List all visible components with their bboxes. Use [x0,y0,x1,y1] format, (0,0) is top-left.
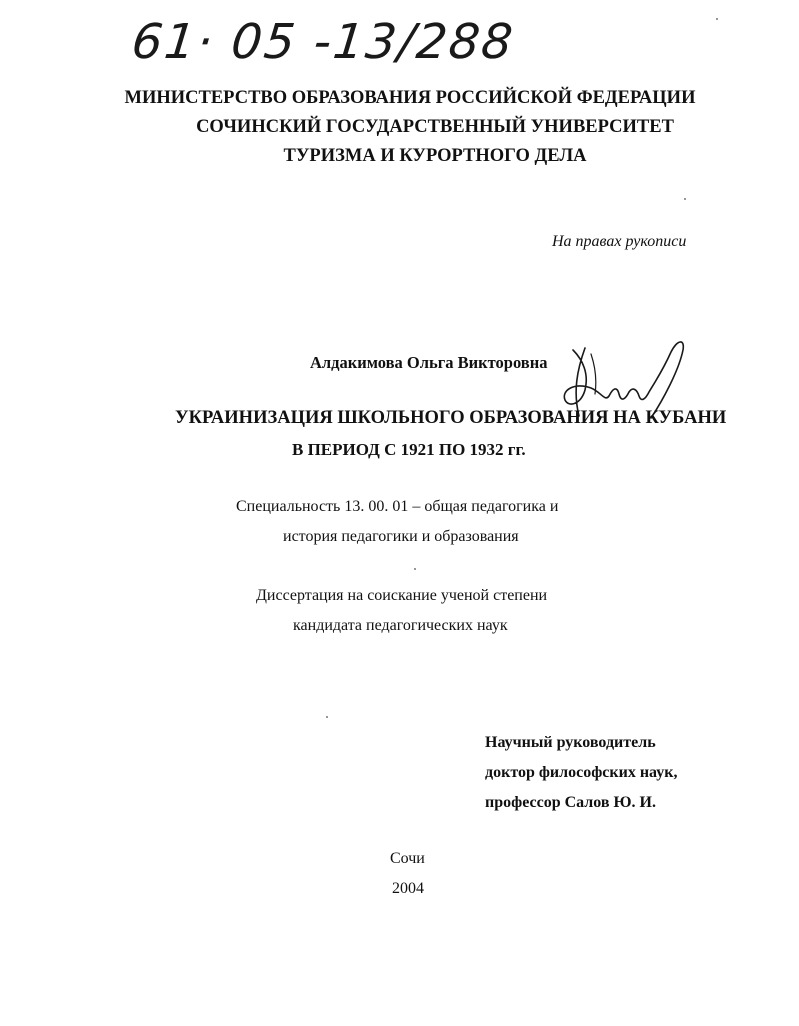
university-heading: СОЧИНСКИЙ ГОСУДАРСТВЕННЫЙ УНИВЕРСИТЕТ [196,117,674,137]
ministry-heading: МИНИСТЕРСТВО ОБРАЗОВАНИЯ РОССИЙСКОЙ ФЕДЕРАЦИИ [124,88,696,108]
university-heading-line-2: ТУРИЗМА И КУРОРТНОГО ДЕЛА [283,146,587,166]
city: Сочи [390,850,425,867]
degree-line-2: кандидата педагогических наук [293,617,508,634]
advisor-name: профессор Салов Ю. И. [485,794,656,811]
advisor-degree: доктор философских наук, [485,764,678,781]
author-name: Алдакимова Ольга Викторовна [310,353,548,372]
scan-speck [326,716,328,718]
scan-speck [414,568,416,570]
advisor-role: Научный руководитель [485,734,656,751]
specialty-line-1: Специальность 13. 00. 01 – общая педагогика и [236,498,559,515]
scan-speck [716,18,718,20]
degree-line-1: Диссертация на соискание ученой степени [256,587,548,604]
specialty-line-2: история педагогики и образования [283,528,519,545]
scan-speck [684,198,686,200]
archive-code-handwritten: 61· 05 -13/288 [129,14,518,70]
manuscript-rights-note: На правах рукописи [552,233,687,250]
dissertation-title-line-2: В ПЕРИОД С 1921 ПО 1932 гг. [292,440,526,459]
dissertation-title-line-1: УКРАИНИЗАЦИЯ ШКОЛЬНОГО ОБРАЗОВАНИЯ НА КУБАНИ [175,408,727,428]
year: 2004 [392,880,424,897]
